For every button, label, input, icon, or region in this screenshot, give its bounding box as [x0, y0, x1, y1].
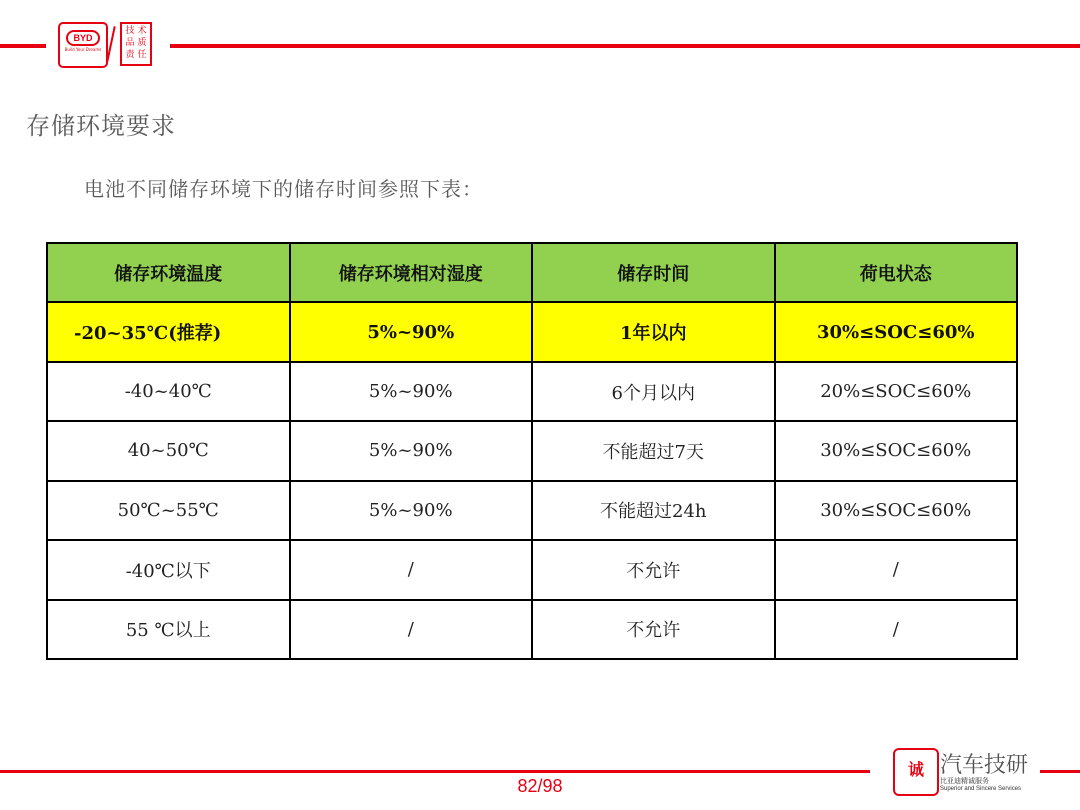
- cell-duration: 1年以内: [532, 302, 775, 361]
- table-row: [47, 362, 1017, 421]
- cell-soc: 30%≤SOC≤60%: [775, 481, 1018, 540]
- cell-temperature: -40℃以下: [47, 540, 290, 599]
- watermark-subtitle-cn: 比亚迪精诚服务: [940, 777, 989, 785]
- table-header-row: [47, 243, 1017, 302]
- logo-tagline: Build Your Dreams: [64, 47, 102, 52]
- header-duration: 储存时间: [532, 243, 775, 302]
- byd-logo: [58, 22, 108, 68]
- cell-soc: 30%≤SOC≤60%: [775, 421, 1018, 480]
- cell-soc: 20%≤SOC≤60%: [775, 362, 1018, 421]
- table-row: [47, 600, 1017, 659]
- cell-humidity: /: [290, 540, 533, 599]
- header-soc: 荷电状态: [775, 243, 1018, 302]
- page-number: 82/98: [517, 776, 563, 796]
- cell-temperature: 55 ℃以上: [47, 600, 290, 659]
- cell-humidity: 5%~90%: [290, 302, 533, 361]
- footer-rule-right: [1040, 770, 1080, 773]
- cell-duration: 不允许: [532, 540, 775, 599]
- watermark-brand: 汽车技研: [940, 753, 1029, 778]
- table-row: [47, 481, 1017, 540]
- watermark-subtitle-en: Superior and Sincere Services: [940, 786, 1022, 792]
- cell-humidity: 5%~90%: [290, 362, 533, 421]
- header-rule-left: [0, 44, 46, 48]
- cell-soc: 30%≤SOC≤60%: [775, 302, 1018, 361]
- table-row-recommended: [47, 302, 1017, 361]
- storage-table: [46, 242, 1018, 660]
- cell-duration: 6个月以内: [532, 362, 775, 421]
- quality-seal: 技 术 品 质 责 任: [120, 22, 152, 66]
- cell-soc: /: [775, 540, 1018, 599]
- logo-badge: BYD: [66, 30, 100, 46]
- header-rule-right: [170, 44, 1080, 48]
- cell-temperature: -40~40℃: [47, 362, 290, 421]
- cell-soc: /: [775, 600, 1018, 659]
- cell-humidity: /: [290, 600, 533, 659]
- cell-temperature: -20~35℃(推荐): [47, 302, 290, 361]
- cell-humidity: 5%~90%: [290, 481, 533, 540]
- cell-duration: 不能超过24h: [532, 481, 775, 540]
- intro-text: 电池不同储存环境下的储存时间参照下表：: [84, 177, 483, 201]
- cell-duration: 不能超过7天: [532, 421, 775, 480]
- header-humidity: 储存环境相对湿度: [290, 243, 533, 302]
- section-title: 存储环境要求: [26, 112, 176, 140]
- watermark-logo-icon: 诚: [893, 748, 939, 796]
- cell-temperature: 50℃~55℃: [47, 481, 290, 540]
- footer-rule-left: [0, 770, 870, 773]
- cell-humidity: 5%~90%: [290, 421, 533, 480]
- cell-duration: 不允许: [532, 600, 775, 659]
- header-temperature: 储存环境温度: [47, 243, 290, 302]
- table-row: [47, 421, 1017, 480]
- cell-temperature: 40~50℃: [47, 421, 290, 480]
- table-row: [47, 540, 1017, 599]
